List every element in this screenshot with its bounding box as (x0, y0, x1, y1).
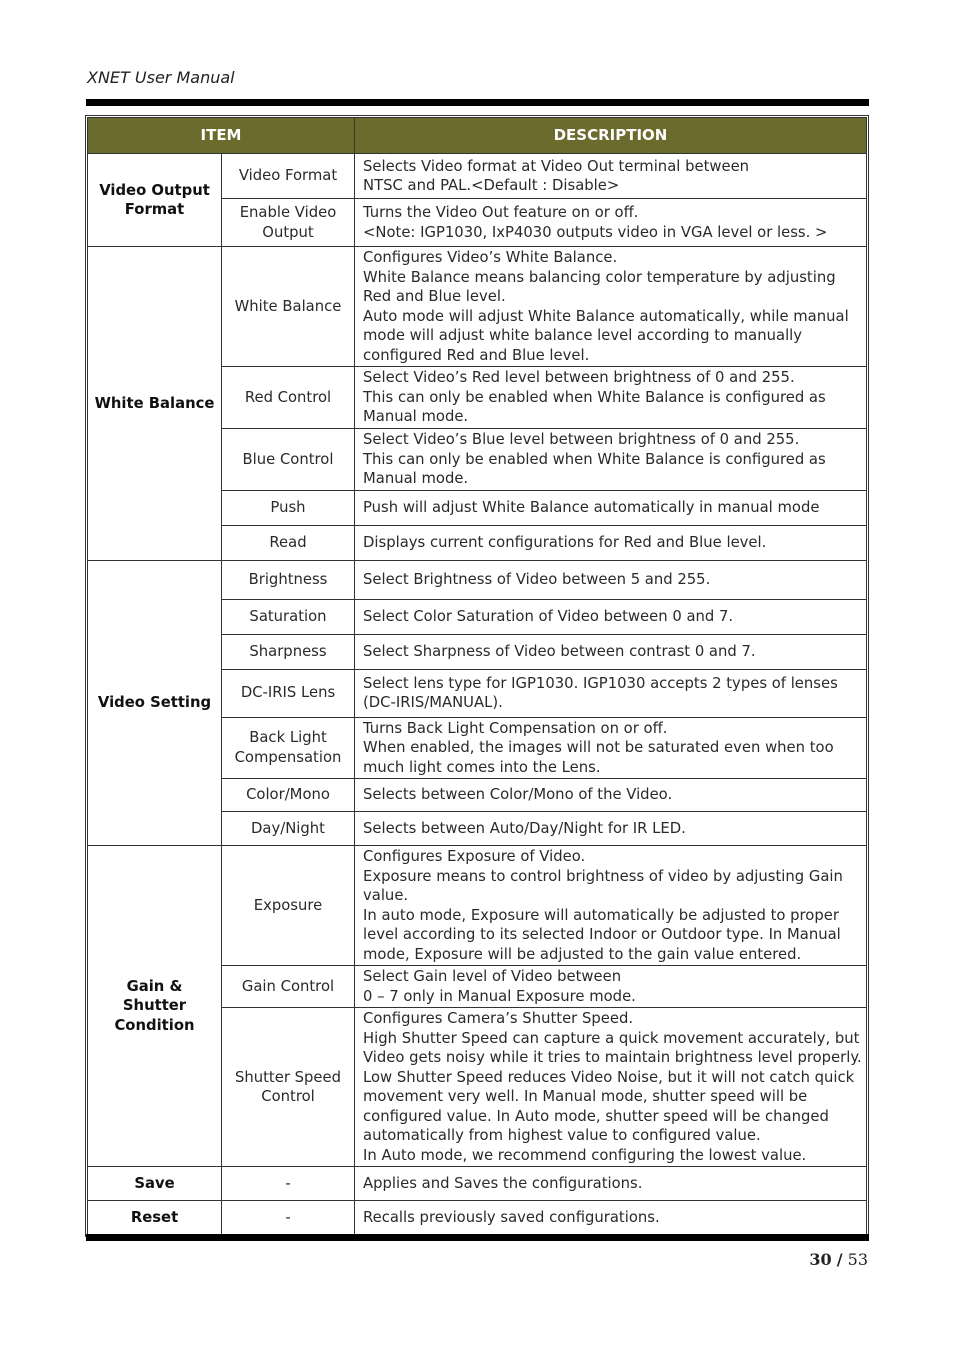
page-separator: / (836, 1250, 843, 1269)
description-line: Select Color Saturation of Video between 0 and 7. (363, 607, 734, 625)
settings-table (87, 117, 867, 1235)
item-cell: - (222, 1167, 355, 1201)
table-header-row (88, 118, 867, 154)
item-cell: White Balance (222, 247, 355, 367)
page-header-title: XNET User Manual (87, 68, 235, 87)
description-column-header: DESCRIPTION (355, 118, 867, 154)
item-cell: Gain Control (222, 966, 355, 1008)
item-cell: Exposure (222, 846, 355, 966)
item-cell: Shutter Speed Control (222, 1008, 355, 1167)
table-row (88, 154, 867, 199)
description-cell (355, 1201, 867, 1235)
item-cell: Day/Night (222, 812, 355, 846)
category-cell: Gain & Shutter Condition (88, 846, 222, 1167)
description-line: Select Video’s Red level between brightness of 0 and 255. (363, 369, 795, 387)
table-row (88, 1201, 867, 1235)
item-cell: Video Format (222, 154, 355, 199)
item-cell: Back Light Compensation (222, 717, 355, 779)
table-row (88, 1167, 867, 1201)
description-line: Select Brightness of Video between 5 and 255. (363, 570, 711, 588)
description-line: Select Gain level of Video between (363, 968, 622, 985)
description-cell (355, 490, 867, 525)
settings-table-frame (85, 115, 869, 1237)
item-cell: Read (222, 525, 355, 560)
page-number (809, 1250, 868, 1269)
description-line: Configures Exposure of Video. (363, 848, 586, 865)
category-cell: White Balance (88, 247, 222, 561)
description-line: Selects Video format at Video Out terminal between (363, 157, 750, 175)
page-current: 30 (809, 1250, 832, 1269)
item-cell: Brightness (222, 560, 355, 599)
table-row (88, 560, 867, 599)
item-column-header: ITEM (88, 118, 355, 154)
description-line: 0 – 7 only in Manual Exposure mode. (363, 987, 636, 1005)
description-line: Configures Camera’s Shutter Speed. (363, 1010, 634, 1027)
description-cell (355, 525, 867, 560)
description-cell (355, 1167, 867, 1201)
description-cell (355, 966, 867, 1008)
description-cell (355, 247, 867, 367)
item-cell: Sharpness (222, 634, 355, 669)
category-cell: Video Setting (88, 560, 222, 846)
category-cell: Video Output Format (88, 154, 222, 247)
table-row (88, 846, 867, 966)
description-cell (355, 812, 867, 846)
description-line: Displays current configurations for Red and Blue level. (363, 533, 767, 551)
description-line: In Auto mode, we recommend configuring the lowest value. (363, 1146, 807, 1164)
table-row (88, 247, 867, 367)
description-line: Configures Video’s White Balance. (363, 249, 618, 266)
description-line: Turns the Video Out feature on or off. (363, 204, 639, 221)
item-cell: - (222, 1201, 355, 1235)
description-line: Recalls previously saved configurations. (363, 1208, 660, 1226)
description-line: Selects between Auto/Day/Night for IR LED. (363, 819, 686, 837)
description-cell (355, 846, 867, 966)
footer-rule (86, 1234, 869, 1241)
description-line: Turns Back Light Compensation on or off. (363, 719, 668, 737)
description-line: When enabled, the images will not be saturated even when too much light comes into the Lens. (363, 739, 834, 776)
item-cell: Enable Video Output (222, 199, 355, 247)
table-body (88, 154, 867, 1235)
description-cell (355, 154, 867, 199)
header-rule (86, 99, 869, 106)
description-cell (355, 779, 867, 812)
description-line: Select Video’s Blue level between brightness of 0 and 255. (363, 431, 800, 448)
description-cell (355, 367, 867, 429)
description-line: Select lens type for IGP1030. IGP1030 accepts 2 types of lenses (DC-IRIS/MANUAL). (363, 674, 838, 711)
description-cell (355, 560, 867, 599)
description-line: NTSC and PAL.<Default : Disable> (363, 177, 620, 194)
description-cell (355, 669, 867, 717)
description-line: High Shutter Speed can capture a quick movement accurately, but Video gets noisy while it tries to maintain brightness level properly. Low Shutter Speed reduces Video Noise, but it will not catch quick movement very well. In Manual mode, shutter speed will be configured value. In Auto mode, shutter speed will be changed automatically from highest value to configured value. (363, 1029, 862, 1144)
description-cell (355, 199, 867, 247)
description-line: Push will adjust White Balance automatically in manual mode (363, 498, 820, 516)
description-line: This can only be enabled when White Balance is configured as Manual mode. (363, 388, 826, 426)
description-line: <Note: IGP1030, IxP4030 outputs video in VGA level or less. > (363, 223, 828, 241)
description-line: Selects between Color/Mono of the Video. (363, 786, 673, 804)
description-cell (355, 429, 867, 491)
item-cell: Color/Mono (222, 779, 355, 812)
item-cell: Blue Control (222, 429, 355, 491)
description-cell (355, 1008, 867, 1167)
category-cell: Save (88, 1167, 222, 1201)
description-cell (355, 634, 867, 669)
description-line: Select Sharpness of Video between contrast 0 and 7. (363, 642, 756, 660)
category-cell: Reset (88, 1201, 222, 1235)
description-line: Auto mode will adjust White Balance automatically, while manual mode will adjust white balance level according to manually configured Red and Blue level. (363, 307, 849, 364)
item-cell: DC-IRIS Lens (222, 669, 355, 717)
description-line: In auto mode, Exposure will automatically be adjusted to proper level according to its selected Indoor or Outdoor type. In Manual mode, Exposure will be adjusted to the gain value entered. (363, 906, 841, 963)
description-cell (355, 717, 867, 779)
description-line: This can only be enabled when White Balance is configured as Manual mode. (363, 450, 826, 487)
page-total: 53 (847, 1250, 868, 1269)
item-cell: Push (222, 490, 355, 525)
description-line: Applies and Saves the configurations. (363, 1174, 643, 1192)
description-line: White Balance means balancing color temperature by adjusting Red and Blue level. (363, 268, 836, 305)
description-line: Exposure means to control brightness of video by adjusting Gain value. (363, 867, 843, 904)
description-cell (355, 599, 867, 634)
item-cell: Red Control (222, 367, 355, 429)
item-cell: Saturation (222, 599, 355, 634)
